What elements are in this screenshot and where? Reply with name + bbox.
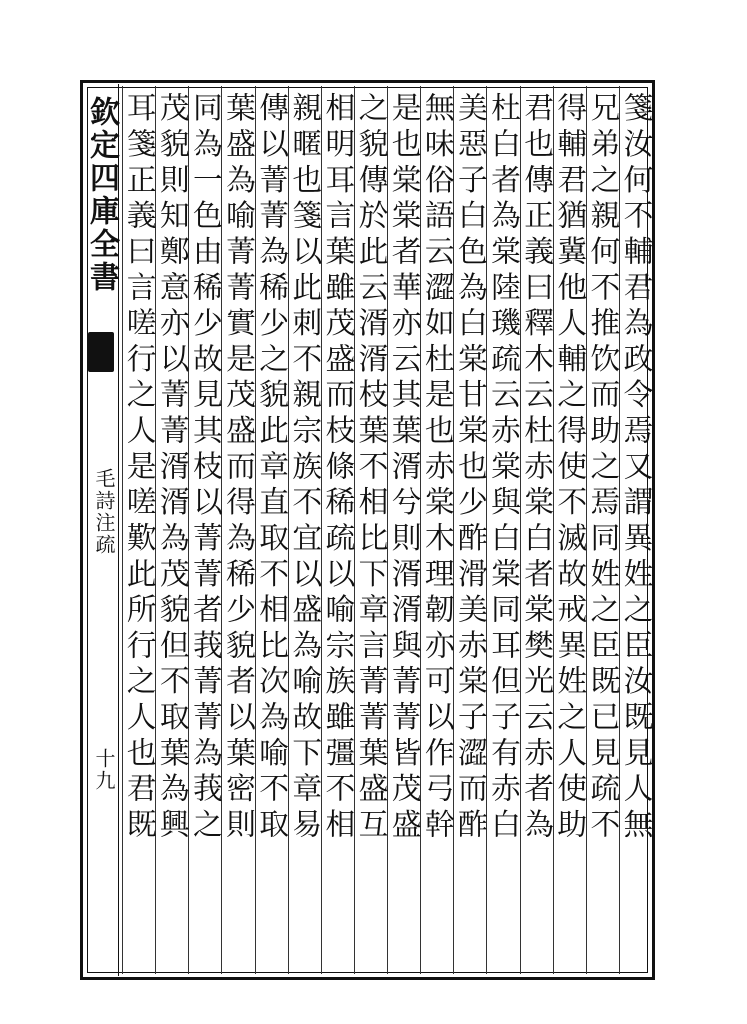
- text-column: 相明耳言葉雖茂盛而枝條稀疏以喻宗族雖彊不相: [321, 86, 354, 974]
- fishtail-mark: [88, 332, 114, 372]
- text-column: 美惡子白色為白棠甘棠也少酢滑美赤棠子澀而酢: [453, 86, 486, 974]
- series-title: 欽定四庫全書: [84, 96, 119, 294]
- text-column: 杜白者為棠陸璣疏云赤棠與白棠同耳但子有赤白: [486, 86, 519, 974]
- text-column: 同為一色由稀少故見其枝以菁菁者莪菁菁為莪之: [188, 86, 221, 974]
- text-column: 無味俗語云澀如杜是也赤棠木理韌亦可以作弓幹: [420, 86, 453, 974]
- text-column: 君也傳正義曰釋木云杜赤棠白者棠樊光云赤者為: [520, 86, 553, 974]
- text-column: 兄弟之親何不推饮而助之焉同姓之臣既已見疏不: [586, 86, 619, 974]
- text-column: 是也棠棠者華亦云其葉湑兮則湑湑與菁菁皆茂盛: [387, 86, 420, 974]
- text-column: 親暱也箋以此刺不親宗族不宜以盛為喻故下章易: [288, 86, 321, 974]
- book-title: 毛詩注疏: [92, 468, 116, 556]
- text-column: 箋汝何不輔君為政令焉又謂異姓之臣汝既見人無: [619, 86, 652, 974]
- text-column: 傳以菁菁為稀少之貌此章直取不相比次為喻不取: [255, 86, 288, 974]
- text-column: 之貌傳於此云湑湑枝葉不相比下章言菁菁葉盛互: [354, 86, 387, 974]
- text-column: 耳箋正義曰言嗟行之人是嗟歎此所行之人也君既: [122, 86, 155, 974]
- page-number: 十九: [92, 748, 116, 792]
- text-body: [122, 86, 652, 974]
- text-column: 茂貌則知鄭意亦以菁菁湑湑為茂貌但不取葉為興: [155, 86, 188, 974]
- text-column: 得輔君猶冀他人輔之得使不滅故戒異姓之人使助: [553, 86, 586, 974]
- text-column: 葉盛為喻菁菁實是茂盛而得為稀少貌者以葉密則: [221, 86, 254, 974]
